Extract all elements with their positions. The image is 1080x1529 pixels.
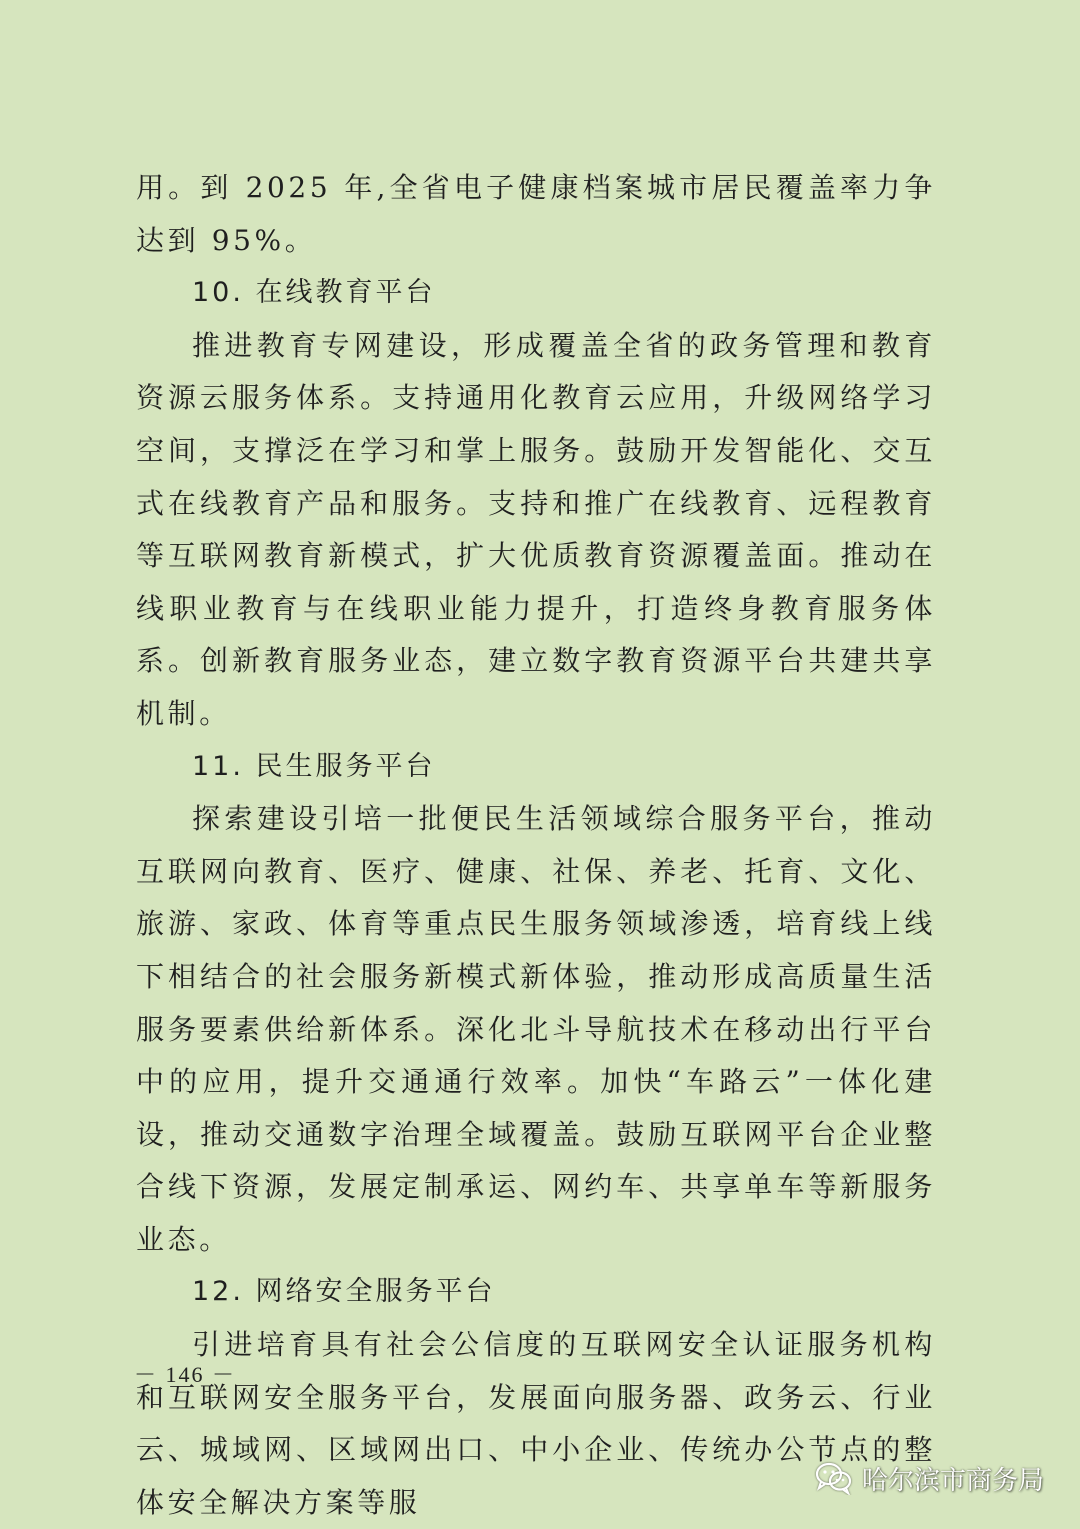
- paragraph-livelihood-services: 探索建设引培一批便民生活领域综合服务平台，推动互联网向教育、医疗、健康、社保、养老、托育、文化、旅游、家政、体育等重点民生服务领域渗透，培育线上线下相结合的社会服务新模式新体验，推动形成高质量生活服务要素供给新体系。深化北斗导航技术在移动出行平台中的应用，提升交通通行效率。加快“车路云”一体化建设，推动交通数字治理全域覆盖。鼓励互联网平台企业整合线下资源，发展定制承运、网约车、共享单车等新服务业态。: [136, 802, 936, 1256]
- section-heading-12: 12. 网络安全服务平台: [192, 1276, 496, 1308]
- document-body: [136, 162, 936, 1529]
- wechat-icon: [814, 1461, 854, 1495]
- watermark-account-name: 哈尔滨市商务局: [861, 1465, 1044, 1496]
- page-number: － 146 －: [134, 1362, 237, 1387]
- paragraph-network-security: 引进培育具有社会公信度的互联网安全认证服务机构和互联网安全服务平台，发展面向服务器、政务云、行业云、城域网、区域网出口、中小企业、传统办公节点的整体安全解决方案等服: [136, 1328, 936, 1519]
- section-heading-11: 11. 民生服务平台: [192, 750, 436, 782]
- paragraph-continuation: 用。到 2025 年,全省电子健康档案城市居民覆盖率力争达到 95%。: [136, 171, 936, 257]
- paragraph-online-education: 推进教育专网建设，形成覆盖全省的政务管理和教育资源云服务体系。支持通用化教育云应用，升级网络学习空间，支撑泛在学习和掌上服务。鼓励开发智能化、交互式在线教育产品和服务。支持和推广在线教育、远程教育等互联网教育新模式，扩大优质教育资源覆盖面。推动在线职业教育与在线职业能力提升，打造终身教育服务体系。创新教育服务业态，建立数字教育资源平台共建共享机制。: [136, 328, 936, 730]
- section-heading-10: 10. 在线教育平台: [192, 277, 436, 309]
- account-watermark: [814, 1458, 1044, 1498]
